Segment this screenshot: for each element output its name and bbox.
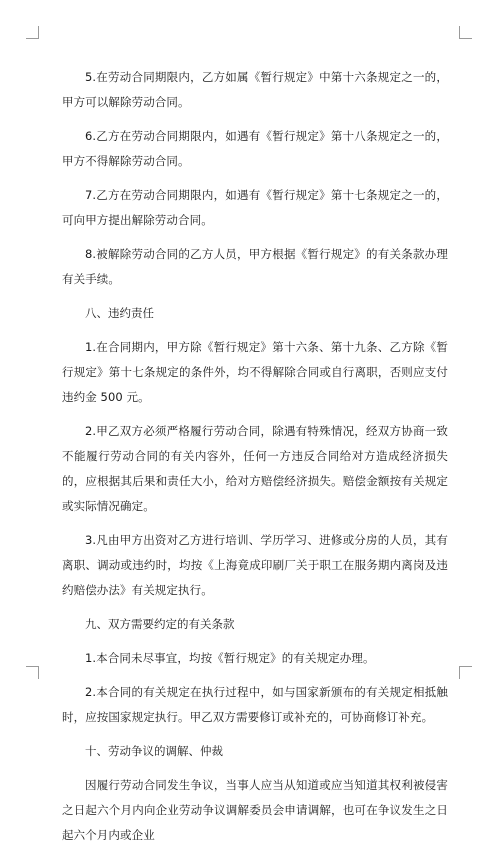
clause-9-1: 1.本合同未尽事宜，均按《暂行规定》的有关规定办理。	[85, 651, 375, 665]
clause-9-2: 2.本合同的有关规定在执行过程中，如与国家新颁布的有关规定相抵触时，应按国家规定执行。甲乙双方需要修订或补充的，可协商修订补充。	[62, 685, 448, 724]
clause-8-1: 1.在合同期内，甲方除《暂行规定》第十六条、第十九条、乙方除《暂行规定》第十七条规定的条件外，均不得解除合同或自行离职，否则应支付违约金 500 元。	[62, 340, 448, 404]
clause-8-3: 3.凡由甲方出资对乙方进行培训、学历学习、进修或分房的人员，其有离职、调动或违约时，均按《上海竟成印刷厂关于职工在服务期内离岗及违约赔偿办法》有关规定执行。	[62, 533, 448, 597]
clause-7-6: 6.乙方在劳动合同期限内，如遇有《暂行规定》第十八条规定之一的，甲方不得解除劳动合同。	[62, 129, 448, 168]
crop-mark-top-right	[459, 26, 472, 39]
crop-mark-bottom-right	[459, 666, 472, 679]
clause-7-8: 8.被解除劳动合同的乙方人员，甲方根据《暂行规定》的有关条款办理有关手续。	[62, 247, 448, 286]
section-heading-10: 十、劳动争议的调解、仲裁	[85, 744, 223, 758]
crop-mark-bottom-left	[26, 666, 39, 679]
document-body	[62, 65, 448, 857]
section-heading-9: 九、双方需要约定的有关条款	[85, 617, 235, 631]
clause-7-7: 7.乙方在劳动合同期限内，如遇有《暂行规定》第十七条规定之一的，可向甲方提出解除劳动合同。	[62, 188, 448, 227]
clause-8-2: 2.甲乙双方必须严格履行劳动合同，除遇有特殊情况，经双方协商一致不能履行劳动合同的有关内容外，任何一方违反合同给对方造成经济损失的，应根据其后果和责任大小，给对方赔偿经济损失。赔偿金额按有关规定或实际情况确定。	[62, 424, 448, 513]
clause-7-5: 5.在劳动合同期限内，乙方如属《暂行规定》中第十六条规定之一的，甲方可以解除劳动合同。	[62, 70, 448, 109]
clause-10-1: 因履行劳动合同发生争议，当事人应当从知道或应当知道其权利被侵害之日起六个月内向企业劳动争议调解委员会申请调解，也可在争议发生之日起六个月内或企业	[62, 778, 448, 842]
section-heading-8: 八、违约责任	[85, 306, 154, 320]
crop-mark-top-left	[26, 26, 39, 39]
